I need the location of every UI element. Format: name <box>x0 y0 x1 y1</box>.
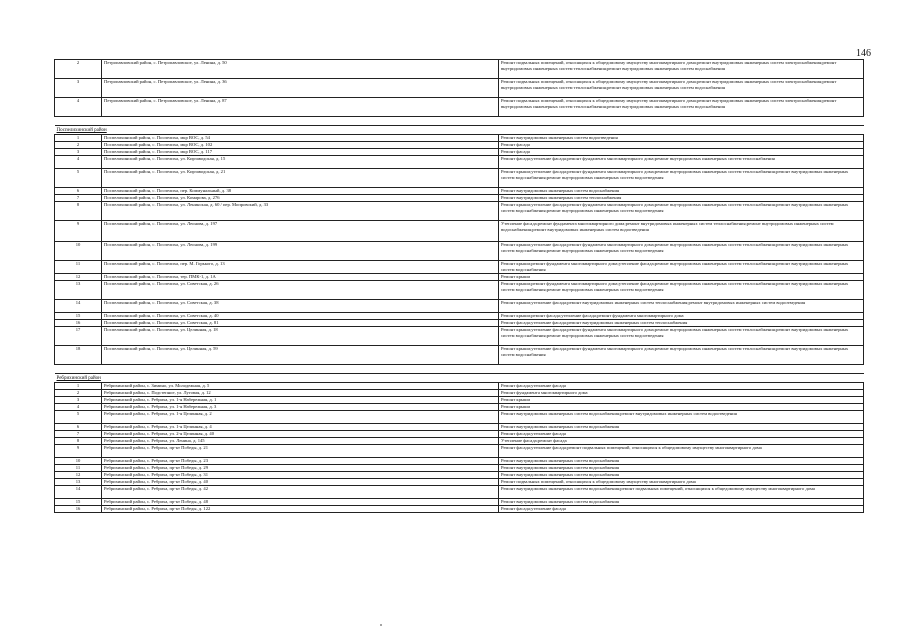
work-type-cell: Ремонт фасада;утепление фасада <box>499 431 864 438</box>
table-row <box>55 169 864 188</box>
address-cell: Ребрихинский район, с. Ребриха, ул. 1-я Набережная, д. 3 <box>102 404 499 411</box>
row-number: 9 <box>55 221 102 242</box>
table-row <box>55 79 864 98</box>
row-number: 9 <box>55 445 102 458</box>
address-cell: Ребрихинский район, с. Ребриха, пр-кт Победы, д. 23 <box>102 458 499 465</box>
row-number: 2 <box>55 390 102 397</box>
work-type-cell: Ремонт внутридомовых инженерных систем водоснабжения;ремонт внутридомовых инженерных систем водоотведения <box>499 411 864 424</box>
work-type-cell: Ремонт внутридомовых инженерных систем водоснабжения <box>499 458 864 465</box>
work-type-cell: Ремонт крыши <box>499 397 864 404</box>
table-row <box>55 281 864 300</box>
address-cell: Петропавловский район, с. Петропавловское, ул. Ленина, д. 36 <box>102 79 499 98</box>
row-number: 13 <box>55 281 102 300</box>
work-type-cell: Ремонт крыши;утепление фасада;ремонт фундамента многоквартирного дома;ремонт внутридомовых инженерных систем теплоснабжения;ремонт внутридомовых инженерных систем водоснабжения;ремонт внутридомовых инженерных систем водоотведения <box>499 202 864 221</box>
work-type-cell: Ремонт фасада <box>499 149 864 156</box>
table-row <box>55 479 864 486</box>
row-number: 2 <box>55 60 102 79</box>
work-type-cell: Ремонт подвальных помещений, относящихся к общедомовому имуществу многоквартирного дома;ремонт внутридомовых инженерных систем электроснабжения;ремонт внутридомовых инженерных систем теплоснабжения;ремонт внутридомовых инженерных систем водоснабжения <box>499 60 864 79</box>
work-type-cell: Ремонт крыши;ремонт фасада;утепление фасада;ремонт фундамента многоквартирного дома <box>499 313 864 320</box>
page-number: 146 <box>856 48 871 59</box>
work-type-cell: Утепление фасада;ремонт фундамента многоквартирного дома;ремонт внутридомовых инженерных систем теплоснабжения;ремонт внутридомовых инженерных систем водоснабжения;ремонт внутридомовых инженерных систем водоотведения <box>499 221 864 242</box>
address-cell: Поспелихинский район, с. Поспелиха, ул. Целинная, д. 18 <box>102 327 499 346</box>
row-number: 15 <box>55 499 102 506</box>
work-type-cell: Ремонт фундамента многоквартирного дома <box>499 390 864 397</box>
row-number: 3 <box>55 79 102 98</box>
table-row <box>55 60 864 79</box>
row-number: 3 <box>55 149 102 156</box>
table-body <box>55 60 864 513</box>
work-type-cell: Ремонт крыши;ремонт фундамента многоквартирного дома;утепление фасада;ремонт внутридомовых инженерных систем теплоснабжения;ремонт внутридомовых инженерных систем водоснабжения;ремонт внутридомовых инженерных систем водоотведения <box>499 281 864 300</box>
work-type-cell: Ремонт внутридомовых инженерных систем водоснабжения <box>499 499 864 506</box>
work-type-cell: Ремонт фасада;утепление фасада <box>499 383 864 390</box>
row-number: 6 <box>55 188 102 195</box>
address-cell: Поспелихинский район, с. Поспелиха, ул. Целинная, д. 59 <box>102 346 499 365</box>
row-number: 11 <box>55 261 102 274</box>
work-type-cell: Ремонт внутридомовых инженерных систем водоснабжения;ремонт подвальных помещений, относящихся к общедомовому имуществу многоквартирного дома <box>499 486 864 499</box>
address-cell: Поспелихинский район, с. Поспелиха, ул. Кирзаводская, д. 21 <box>102 169 499 188</box>
address-cell: Ребрихинский район, с. Ребриха, ул. 2-я Целинная, д. 40 <box>102 431 499 438</box>
address-cell: Поспелихинский район, с. Поспелиха, ул. Комарова, д. 276 <box>102 195 499 202</box>
table-row <box>55 261 864 274</box>
row-number: 4 <box>55 98 102 117</box>
work-type-cell: Ремонт крыши <box>499 274 864 281</box>
table-row <box>55 135 864 142</box>
row-number: 14 <box>55 300 102 313</box>
row-number: 7 <box>55 431 102 438</box>
row-number: 16 <box>55 506 102 513</box>
row-number: 11 <box>55 465 102 472</box>
row-number: 10 <box>55 458 102 465</box>
row-number: 7 <box>55 195 102 202</box>
section-spacer <box>55 117 864 126</box>
table-row <box>55 390 864 397</box>
row-number: 4 <box>55 156 102 169</box>
work-type-cell: Ремонт подвальных помещений, относящихся к общедомовому имуществу многоквартирного дома;ремонт внутридомовых инженерных систем электроснабжения;ремонт внутридомовых инженерных систем теплоснабжения;ремонт внутридомовых инженерных систем водоснабжения <box>499 98 864 117</box>
district-heading-row <box>55 374 864 383</box>
row-number: 8 <box>55 202 102 221</box>
row-number: 15 <box>55 313 102 320</box>
table-row <box>55 188 864 195</box>
address-cell: Ребрихинский район, с. Ребриха, ул. 1-я Целинная, д. 2 <box>102 411 499 424</box>
spacer-cell <box>55 365 864 374</box>
section-spacer <box>55 365 864 374</box>
row-number: 6 <box>55 424 102 431</box>
address-cell: Поспелихинский район, с. Поспелиха, пер. М. Горького, д. 13 <box>102 261 499 274</box>
address-cell: Поспелихинский район, с. Поспелиха, ул. Леонова, д. 197 <box>102 221 499 242</box>
work-type-cell: Ремонт крыши;утепление фасада;ремонт внутридомовых инженерных систем теплоснабжения;ремонт внутридомовых инженерных систем водоотведения <box>499 300 864 313</box>
address-cell: Ребрихинский район, с. Ребриха, пр-кт Победы, д. 21 <box>102 445 499 458</box>
work-type-cell: Ремонт фасада;утепление фасада;ремонт фундамента многоквартирного дома;ремонт внутридомовых инженерных систем теплоснабжения <box>499 156 864 169</box>
address-cell: Ребрихинский район, с. Ребриха, пр-кт Победы, д. 40 <box>102 479 499 486</box>
row-number: 3 <box>55 397 102 404</box>
scan-speck <box>380 624 382 626</box>
row-number: 4 <box>55 404 102 411</box>
table-row <box>55 346 864 365</box>
work-type-cell: Ремонт внутридомовых инженерных систем водоснабжения <box>499 424 864 431</box>
address-cell: Ребрихинский район, с. Ребриха, пр-кт Победы, д. 48 <box>102 499 499 506</box>
address-cell: Ребрихинский район, с. Ребриха, ул. Ленина, д. 145 <box>102 438 499 445</box>
table-row <box>55 221 864 242</box>
address-cell: Поспелихинский район, с. Поспелиха, ул. Ленинская, д. 60 / пер. Мопровский, д. 33 <box>102 202 499 221</box>
repair-program-table <box>54 59 864 513</box>
row-number: 10 <box>55 242 102 261</box>
table-row <box>55 98 864 117</box>
work-type-cell: Ремонт крыши;утепление фасада;ремонт фундамента многоквартирного дома;ремонт внутридомовых инженерных систем теплоснабжения;ремонт внутридомовых инженерных систем водоснабжения <box>499 346 864 365</box>
work-type-cell: Ремонт внутридомовых инженерных систем водоснабжения <box>499 465 864 472</box>
address-cell: Поспелихинский район, с. Поспелиха, ул. Советская, д. 81 <box>102 320 499 327</box>
row-number: 8 <box>55 438 102 445</box>
table-row <box>55 431 864 438</box>
address-cell: Ребрихинский район, с. Ребриха, пр-кт Победы, д. 122 <box>102 506 499 513</box>
row-number: 5 <box>55 411 102 424</box>
table-row <box>55 411 864 424</box>
work-type-cell: Ремонт фасада <box>499 142 864 149</box>
work-type-cell: Ремонт подвальных помещений, относящихся к общедомовому имуществу многоквартирного дома;ремонт внутридомовых инженерных систем электроснабжения;ремонт внутридомовых инженерных систем теплоснабжения;ремонт внутридомовых инженерных систем водоснабжения <box>499 79 864 98</box>
address-cell: Петропавловский район, с. Петропавловское, ул. Ленина, д. 50 <box>102 60 499 79</box>
row-number: 12 <box>55 472 102 479</box>
address-cell: Ребрихинский район, с. Подстепное, ул. Луговая, д. 12 <box>102 390 499 397</box>
table-row <box>55 445 864 458</box>
address-cell: Поспелихинский район, с. Поспелиха, тер. ПМК-1, д. 1А <box>102 274 499 281</box>
address-cell: Поспелихинский район, с. Поспелиха, ул. Советская, д. 40 <box>102 313 499 320</box>
table-row <box>55 438 864 445</box>
work-type-cell: Ремонт внутридомовых инженерных систем водоснабжения <box>499 472 864 479</box>
work-type-cell: Ремонт крыши <box>499 404 864 411</box>
row-number: 12 <box>55 274 102 281</box>
table-row <box>55 383 864 390</box>
row-number: 18 <box>55 346 102 365</box>
table-row <box>55 274 864 281</box>
address-cell: Ребрихинский район, с. Ребриха, ул. 1-я Набережная, д. 1 <box>102 397 499 404</box>
table-row <box>55 202 864 221</box>
table-row <box>55 404 864 411</box>
address-cell: Ребрихинский район, с. Ребриха, ул. 1-я Целинная, д. 4 <box>102 424 499 431</box>
row-number: 13 <box>55 479 102 486</box>
table-row <box>55 486 864 499</box>
work-type-cell: Утепление фасада;ремонт фасада <box>499 438 864 445</box>
table-row <box>55 195 864 202</box>
row-number: 14 <box>55 486 102 499</box>
address-cell: Поспелихинский район, с. Поспелиха, мкр ВОС, д. 102 <box>102 142 499 149</box>
work-type-cell: Ремонт внутридомовых инженерных систем теплоснабжения <box>499 195 864 202</box>
work-type-cell: Ремонт крыши;утепление фасада;ремонт фундамента многоквартирного дома;ремонт внутридомовых инженерных систем теплоснабжения;ремонт внутридомовых инженерных систем водоснабжения;ремонт внутридомовых инженерных систем водоотведения <box>499 169 864 188</box>
work-type-cell: Ремонт крыши;утепление фасада;ремонт фундамента многоквартирного дома;ремонт внутридомовых инженерных систем теплоснабжения;ремонт внутридомовых инженерных систем водоснабжения;ремонт внутридомовых инженерных систем водоотведения <box>499 242 864 261</box>
table-row <box>55 458 864 465</box>
table-row <box>55 313 864 320</box>
table-row <box>55 149 864 156</box>
spacer-cell <box>55 117 864 126</box>
table-row <box>55 142 864 149</box>
row-number: 16 <box>55 320 102 327</box>
address-cell: Ребрихинский район, с. Зимино, ул. Молодежная, д. 5 <box>102 383 499 390</box>
table-row <box>55 156 864 169</box>
address-cell: Поспелихинский район, с. Поспелиха, ул. Советская, д. 26 <box>102 281 499 300</box>
document-table-container <box>54 59 863 513</box>
work-type-cell: Ремонт крыши;утепление фасада;ремонт фундамента многоквартирного дома;ремонт внутридомовых инженерных систем теплоснабжения;ремонт внутридомовых инженерных систем водоснабжения;ремонт внутридомовых инженерных систем водоотведения <box>499 327 864 346</box>
address-cell: Поспелихинский район, с. Поспелиха, пер. Коммунальный, д. 38 <box>102 188 499 195</box>
address-cell: Ребрихинский район, с. Ребриха, пр-кт Победы, д. 29 <box>102 465 499 472</box>
table-row <box>55 499 864 506</box>
work-type-cell: Ремонт внутридомовых инженерных систем водоснабжения <box>499 188 864 195</box>
row-number: 1 <box>55 135 102 142</box>
work-type-cell: Ремонт крыши;ремонт фундамента многоквартирного дома;утепление фасада;ремонт внутридомовых инженерных систем теплоснабжения;ремонт внутридомовых инженерных систем водоснабжения <box>499 261 864 274</box>
table-row <box>55 465 864 472</box>
address-cell: Поспелихинский район, с. Поспелиха, мкр ВОС, д. 54 <box>102 135 499 142</box>
row-number: 5 <box>55 169 102 188</box>
address-cell: Поспелихинский район, с. Поспелиха, ул. Леонова, д. 199 <box>102 242 499 261</box>
row-number: 17 <box>55 327 102 346</box>
table-row <box>55 424 864 431</box>
table-row <box>55 320 864 327</box>
table-row <box>55 472 864 479</box>
district-heading: Ребрихинский район <box>55 374 864 383</box>
table-row <box>55 327 864 346</box>
table-row <box>55 506 864 513</box>
row-number: 1 <box>55 383 102 390</box>
address-cell: Петропавловский район, с. Петропавловское, ул. Ленина, д. 87 <box>102 98 499 117</box>
row-number: 2 <box>55 142 102 149</box>
work-type-cell: Ремонт фасада;утепление фасада;ремонт подвальных помещений, относящихся к общедомовому имуществу многоквартирного дома <box>499 445 864 458</box>
table-row <box>55 397 864 404</box>
address-cell: Ребрихинский район, с. Ребриха, пр-кт Победы, д. 42 <box>102 486 499 499</box>
work-type-cell: Ремонт фасада;утепление фасада;ремонт внутридомовых инженерных систем теплоснабжения <box>499 320 864 327</box>
table-row <box>55 242 864 261</box>
district-heading-row <box>55 126 864 135</box>
address-cell: Поспелихинский район, с. Поспелиха, мкр ВОС, д. 117 <box>102 149 499 156</box>
work-type-cell: Ремонт подвальных помещений, относящихся к общедомовому имуществу многоквартирного дома <box>499 479 864 486</box>
work-type-cell: Ремонт внутридомовых инженерных систем водоотведения <box>499 135 864 142</box>
district-heading: Поспелихинский район <box>55 126 864 135</box>
address-cell: Поспелихинский район, с. Поспелиха, ул. Советская, д. 38 <box>102 300 499 313</box>
address-cell: Ребрихинский район, с. Ребриха, пр-кт Победы, д. 31 <box>102 472 499 479</box>
table-row <box>55 300 864 313</box>
address-cell: Поспелихинский район, с. Поспелиха, ул. Кирзаводская, д. 15 <box>102 156 499 169</box>
work-type-cell: Ремонт фасада;утепление фасада <box>499 506 864 513</box>
